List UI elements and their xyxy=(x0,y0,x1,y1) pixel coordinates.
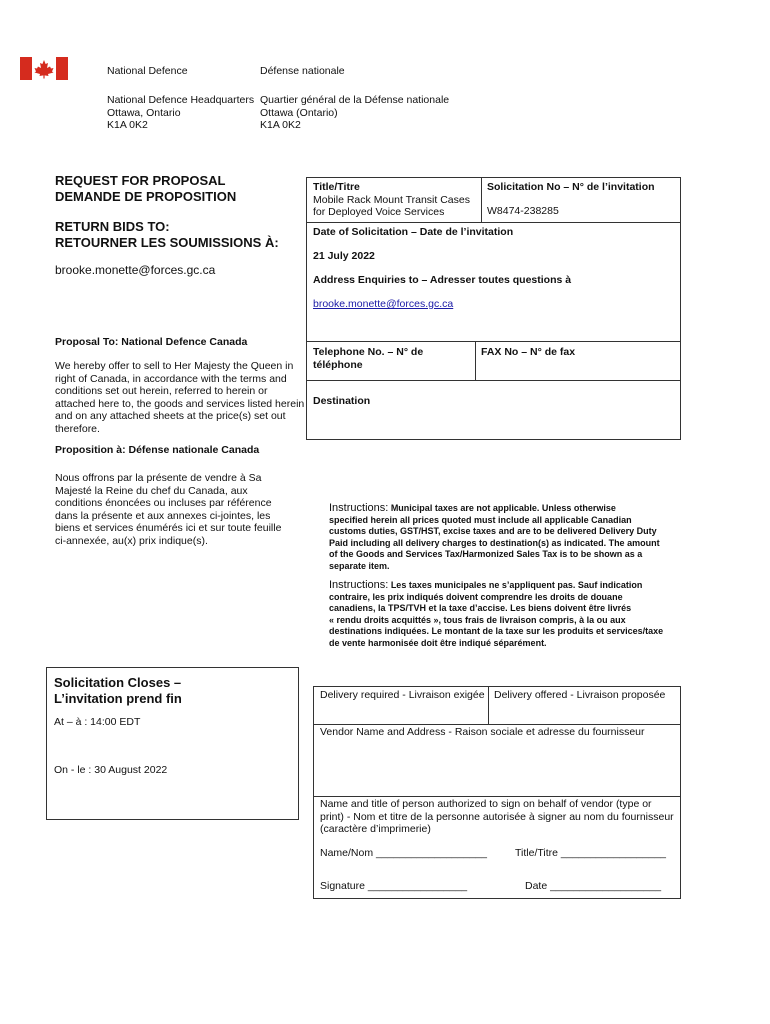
title-field: Title/Titre Mobile Rack Mount Transit Cases for Deployed Voice Services xyxy=(313,181,470,218)
offer-text-fr: Nous offrons par la présente de vendre à Sa Majesté la Reine du chef du Canada, aux conditions énoncées ou incluses par référence dans la présente et aux annexes ci-jointes, les biens et services énumérés ici et sur toute feuille ci-annexée, au(x) prix indique(s). xyxy=(55,472,282,547)
authorized-person-label: Name and title of person authorized to sign on behalf of vendor (type or print) - Nom et titre de la personne autorisée à signer au nom du fournisseur (caractère d’imprimerie) xyxy=(320,798,674,835)
signature-field[interactable]: Signature _________________ xyxy=(320,880,468,892)
closes-date: On - le : 30 August 2022 xyxy=(54,764,168,776)
enquiries-email-link[interactable]: brooke.monette@forces.gc.ca xyxy=(313,298,454,310)
return-bids-email: brooke.monette@forces.gc.ca xyxy=(55,263,216,277)
dept-name-fr: Défense nationale xyxy=(260,65,345,77)
delivery-required-field[interactable]: Delivery required - Livraison exigée xyxy=(320,689,485,701)
solicitation-no-value: W8474-238285 xyxy=(487,205,559,217)
telephone-label: Telephone No. – N° de téléphone xyxy=(313,346,424,371)
proposal-to-fr: Proposition à: Défense nationale Canada xyxy=(55,444,260,456)
solicitation-no-label: Solicitation No – N° de l’invitation xyxy=(487,181,655,193)
address-en: National Defence Headquarters Ottawa, Ontario K1A 0K2 xyxy=(107,94,255,131)
vendor-name-address-field[interactable]: Vendor Name and Address - Raison sociale et adresse du fournisseur xyxy=(320,726,645,738)
return-bids-heading: RETURN BIDS TO: RETOURNER LES SOUMISSIONS À: xyxy=(55,219,279,250)
rfp-title: REQUEST FOR PROPOSAL DEMANDE DE PROPOSITION xyxy=(55,173,237,204)
instructions-fr: Instructions: Les taxes municipales ne s’appliquent pas. Sauf indication contraire, les prix indiqués doivent comprendre les droits de douane canadiens, la TPS/TVH et la taxe d’accise. Les biens doivent être livrés « rendu droits acquittés », tous frais de livraison compris, à la ou aux destinations indiquées. Le montant de la taxe sur les produits et services/taxe de vente harmonisée doit être indiqué séparément. xyxy=(329,579,664,648)
closes-time: At – à : 14:00 EDT xyxy=(54,716,141,728)
canada-flag-icon xyxy=(20,57,68,80)
solicitation-date-label: Date of Solicitation – Date de l’invitation xyxy=(313,226,514,238)
enquiries-label: Address Enquiries to – Adresser toutes questions à xyxy=(313,274,572,286)
fax-label: FAX No – N° de fax xyxy=(481,346,576,358)
delivery-offered-field[interactable]: Delivery offered - Livraison proposée xyxy=(494,689,666,701)
vendor-box xyxy=(313,686,681,899)
closes-title: Solicitation Closes – L’invitation prend fin xyxy=(54,675,182,706)
destination-label: Destination xyxy=(313,395,371,407)
name-field[interactable]: Name/Nom ___________________ xyxy=(320,847,487,859)
solicitation-date-value: 21 July 2022 xyxy=(313,250,375,262)
solicitation-closes-box xyxy=(46,667,299,820)
date-field[interactable]: Date ___________________ xyxy=(525,880,662,892)
title-signer-field[interactable]: Title/Titre __________________ xyxy=(515,847,667,859)
dept-name-en: National Defence xyxy=(107,65,188,77)
instructions-en: Instructions: Municipal taxes are not applicable. Unless otherwise specified herein all prices quoted must include all applicable Canadian customs duties, GST/HST, excise taxes and are to be delivered Delivery Duty Paid including all delivery charges to destination(s) as indicated. The amount of the Goods and Services Tax/Harmonized Sales Tax is to be shown as a separate item. xyxy=(329,502,660,571)
address-fr: Quartier général de la Défense nationale Ottawa (Ontario) K1A 0K2 xyxy=(260,94,450,131)
offer-text-en: We hereby offer to sell to Her Majesty the Queen in right of Canada, in accordance with the terms and conditions set out herein, referred to herein or attached here to, the goods and services listed herein and on any attached sheets at the price(s) set out therefore. xyxy=(55,360,305,435)
proposal-to-en: Proposal To: National Defence Canada xyxy=(55,336,248,348)
